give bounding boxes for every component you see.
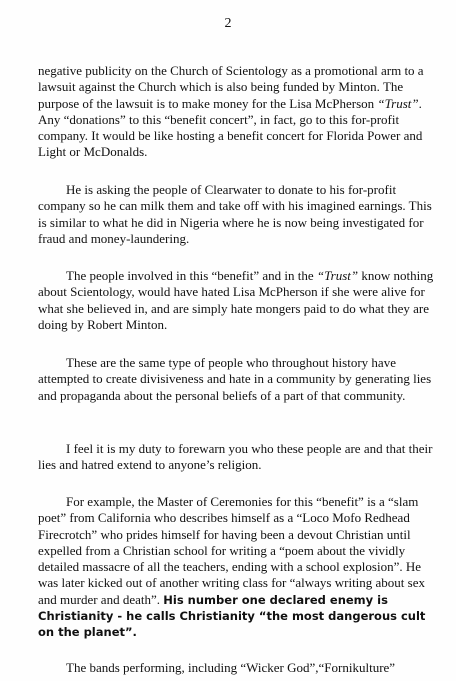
paragraph-3-text-b: know nothing about Scientology, would have hated Lisa McPherson if she were alive for what she believed in, and are simply hate mongers paid to do what they are doing by Robert Minton.: [38, 268, 434, 332]
paragraph-6-bold-claim: His number one declared enemy is Christianity - he calls Christianity “the most dangerous cult on the planet”.: [38, 592, 426, 640]
page-number: 2: [224, 16, 232, 31]
paragraph-6-text: For example, the Master of Ceremonies for this “benefit” is a “slam poet” from California who describes himself as a “Loco Mofo Redhead Firecrotch” who prides himself for having been a devout Christian until expelled from a Christian school for writing a “poem about the vividly detailed massacre of all the teachers, ending with a school explosion”. He was later kicked out of another writing class for “always writing about sex and murder and death”.: [38, 494, 425, 607]
paragraph-3-trust-italic: “Trust”: [316, 268, 359, 283]
paragraph-4-text: These are the same type of people who throughout history have attempted to create divisiveness and hate in a community by generating lies and propaganda about the personal beliefs of a part of that community.: [38, 355, 432, 403]
paragraph-2-text: He is asking the people of Clearwater to donate to his for-profit company so he can milk them and take off with his imagined earnings. This is similar to what he did in Nigeria where he is now being investigated for fraud and money-laundering.: [38, 182, 432, 246]
paragraph-5-text: I feel it is my duty to forewarn you who these people are and that their lies and hatred extend to anyone’s religion.: [38, 441, 433, 473]
paragraph-5: [38, 441, 442, 474]
paragraph-3-text-a: The people involved in this “benefit” and in the: [66, 268, 317, 283]
paragraph-3: [38, 268, 442, 333]
paragraph-4: [38, 355, 442, 404]
paragraph-1-text-b: . Any “donations” to this “benefit concert”, in fact, go to this for-profit company. It would be like hosting a benefit concert for Florida Power and Light or McDonalds.: [38, 95, 423, 160]
paragraph-1: [38, 63, 442, 161]
paragraph-2: [38, 182, 442, 247]
paragraph-1-trust-italic: “Trust”: [377, 95, 419, 111]
paragraph-6: [38, 494, 442, 641]
paragraph-7: [38, 660, 442, 676]
paragraph-1-text-a: negative publicity on the Church of Scientology as a promotional arm to a lawsuit against the Church which is also being funded by Minton. The purpose of the lawsuit is to make money for the Lisa McPherson: [38, 63, 424, 111]
paragraph-7-text: The bands performing, including “Wicker God”,“Fornikulture”: [66, 660, 396, 675]
